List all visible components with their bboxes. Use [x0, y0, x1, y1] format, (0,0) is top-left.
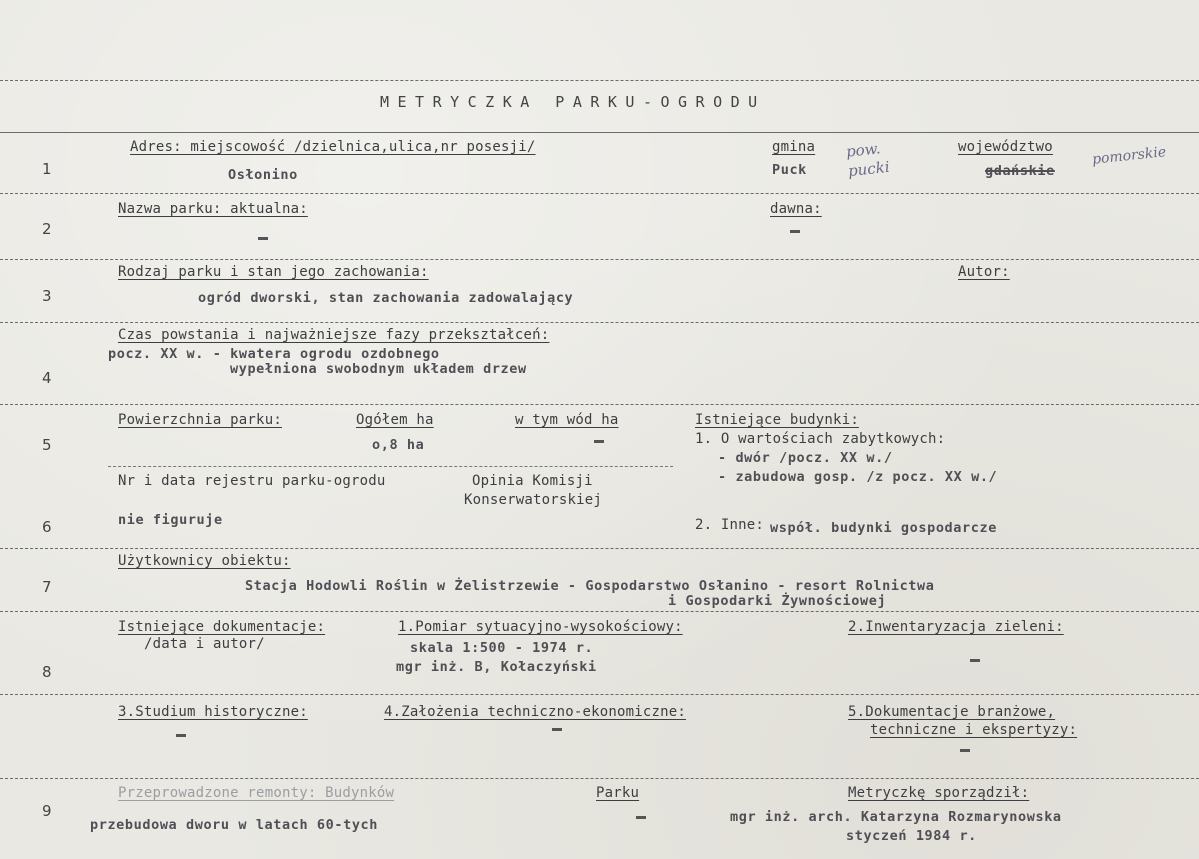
separator-line	[0, 80, 1199, 81]
handwritten-pow-label: pow.	[845, 139, 882, 161]
branch-docs-label-1: 5.Dokumentacje branżowe,	[848, 704, 1056, 720]
voivodeship-label: województwo	[958, 139, 1053, 155]
row-number: 7	[42, 578, 52, 596]
park-name-label: Nazwa parku: aktualna:	[118, 201, 308, 217]
separator-line	[0, 404, 1199, 405]
users-value-1: Stacja Hodowli Roślin w Żelistrzewie - Gospodarstwo Osłanino - resort Rolnictwa	[245, 578, 935, 594]
registry-value: nie figuruje	[118, 512, 223, 528]
park-type-label: Rodzaj parku i stan jego zachowania:	[118, 264, 429, 280]
history-study-label: 3.Studium historyczne:	[118, 704, 308, 720]
park-repairs-label: Parku	[596, 785, 640, 801]
separator-line	[0, 322, 1199, 323]
handwritten-voivodeship: pomorskie	[1091, 144, 1167, 168]
voivodeship-value: gdańskie	[985, 163, 1055, 179]
row-number: 4	[42, 369, 52, 387]
heritage-buildings-label: 1. O wartościach zabytkowych:	[695, 431, 946, 447]
survey-value-1: skala 1:500 - 1974 r.	[410, 640, 594, 656]
prepared-by-label: Metryczkę sporządził:	[848, 785, 1030, 801]
former-name-label: dawna:	[770, 201, 822, 217]
row-number: 1	[42, 160, 52, 178]
building-item: - dwór /pocz. XX w./	[718, 450, 893, 466]
history-study-value	[176, 734, 186, 737]
gmina-value: Puck	[772, 162, 807, 178]
repairs-label: Przeprowadzone remonty: Budynków	[118, 785, 395, 801]
park-type-value: ogród dworski, stan zachowania zadowalający	[198, 290, 574, 306]
separator-line	[0, 778, 1199, 779]
existing-docs-label: Istniejące dokumentacje:	[118, 619, 326, 635]
separator-line	[0, 132, 1199, 133]
former-name-value	[790, 230, 800, 233]
building-item: - zabudowa gosp. /z pocz. XX w./	[718, 469, 998, 485]
branch-docs-value	[960, 749, 970, 752]
branch-docs-label-2: techniczne i ekspertyzy:	[870, 722, 1078, 738]
commission-opinion-label-2: Konserwatorskiej	[464, 492, 603, 508]
park-author-label: Autor:	[958, 264, 1010, 280]
greenery-inventory-label: 2.Inwentaryzacja zieleni:	[848, 619, 1064, 635]
row-number: 8	[42, 663, 52, 681]
separator-line	[0, 611, 1199, 612]
creation-time-value-1: pocz. XX w. - kwatera ogrodu ozdobnego	[108, 346, 440, 362]
registry-label: Nr i data rejestru parku-ogrodu	[118, 473, 386, 489]
other-buildings-value: współ. budynki gospodarcze	[770, 520, 997, 536]
park-repairs-value	[636, 816, 646, 819]
total-area-label: Ogółem ha	[356, 412, 434, 428]
water-area-label: w tym wód ha	[515, 412, 619, 428]
document-title: METRYCZKA PARKU-OGRODU	[380, 93, 766, 111]
row-number: 2	[42, 220, 52, 238]
repairs-value: przebudowa dworu w latach 60-tych	[90, 817, 379, 833]
park-name-value	[258, 237, 268, 240]
row-number: 3	[42, 287, 52, 305]
existing-docs-sublabel: /data i autor/	[144, 636, 265, 652]
total-area-value: o,8 ha	[372, 437, 425, 453]
prepared-by-value: mgr inż. arch. Katarzyna Rozmarynowska	[730, 809, 1062, 825]
users-label: Użytkownicy obiektu:	[118, 553, 291, 569]
address-value: Osłonino	[228, 167, 298, 183]
row-number: 5	[42, 436, 52, 454]
separator-line	[0, 193, 1199, 194]
prepared-date-value: styczeń 1984 r.	[846, 828, 977, 844]
separator-line	[108, 466, 673, 467]
water-area-value	[594, 440, 604, 443]
address-label: Adres: miejscowość /dzielnica,ulica,nr posesji/	[130, 139, 536, 155]
commission-opinion-label: Opinia Komisji	[472, 473, 593, 489]
tech-econ-value	[552, 728, 562, 731]
area-label: Powierzchnia parku:	[118, 412, 282, 428]
buildings-label: Istniejące budynki:	[695, 412, 859, 428]
row-number: 9	[42, 802, 52, 820]
survey-label: 1.Pomiar sytuacyjno-wysokościowy:	[398, 619, 683, 635]
creation-time-label: Czas powstania i najważniejsze fazy przekształceń:	[118, 327, 550, 343]
gmina-label: gmina	[772, 139, 816, 155]
creation-time-value-2: wypełniona swobodnym układem drzew	[230, 361, 527, 377]
separator-line	[0, 259, 1199, 260]
row-number: 6	[42, 518, 52, 536]
tech-econ-label: 4.Założenia techniczno-ekonomiczne:	[384, 704, 687, 720]
survey-value-2: mgr inż. B, Kołaczyński	[396, 659, 597, 675]
greenery-inventory-value	[970, 659, 980, 662]
users-value-2: i Gospodarki Żywnościowej	[668, 593, 887, 609]
handwritten-pow-value: pucki	[847, 157, 891, 181]
separator-line	[0, 548, 1199, 549]
separator-line	[0, 694, 1199, 695]
other-buildings-label: 2. Inne:	[695, 517, 765, 533]
